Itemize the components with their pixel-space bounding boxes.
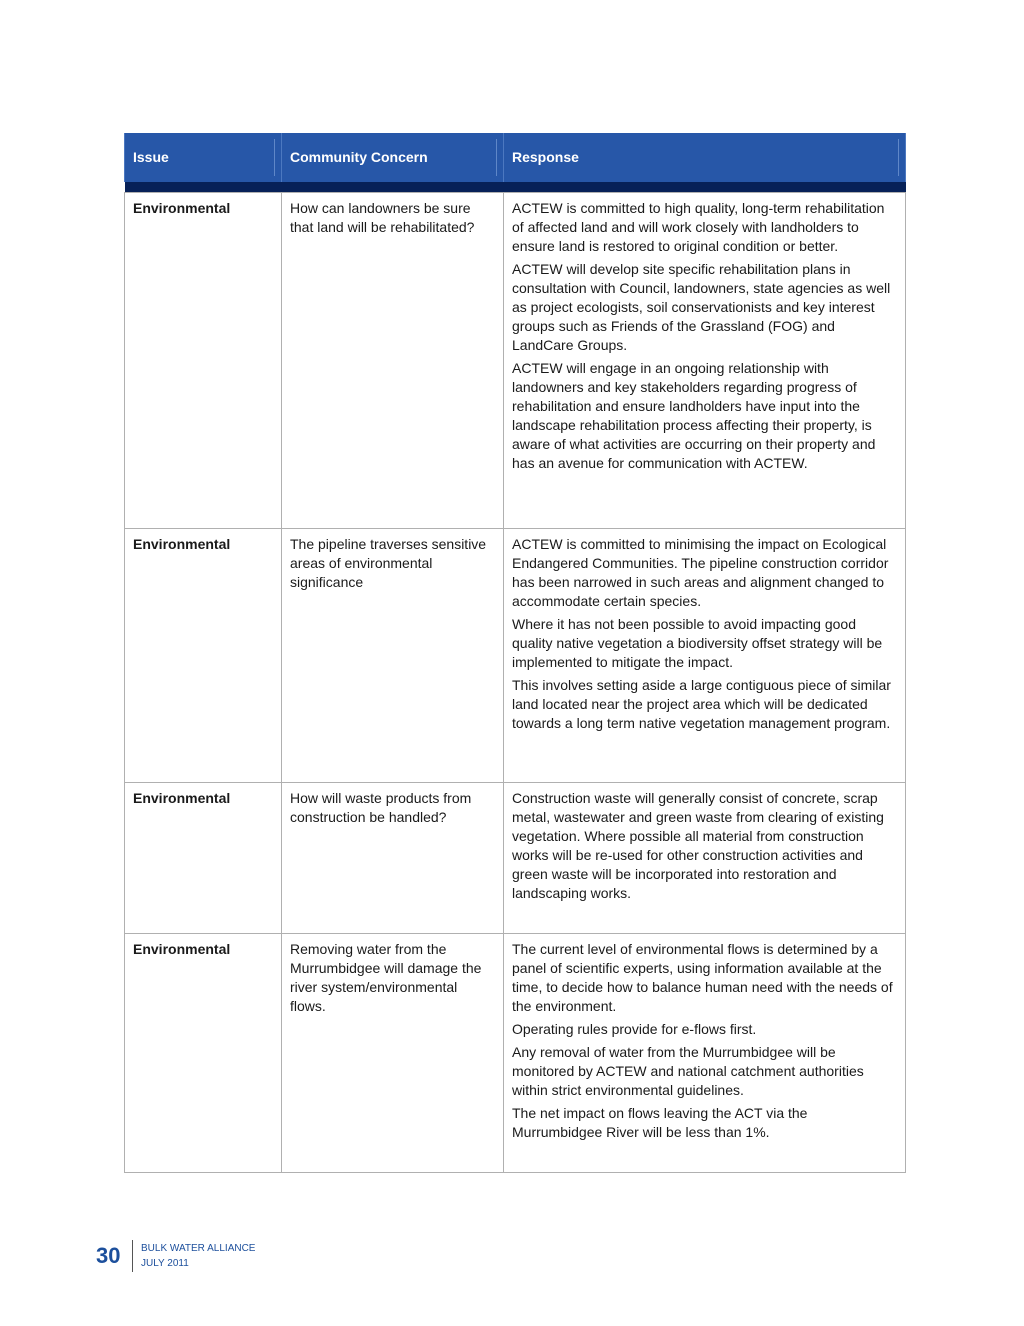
response-paragraph: The current level of environmental flows is determined by a panel of scientific experts, using information available at the time, to decide how to balance human need with the needs of the environment. [512, 941, 893, 1014]
footer-text [141, 1243, 255, 1269]
column-header-issue-label: Issue [133, 139, 275, 176]
column-header-response [504, 133, 906, 182]
column-header-community-concern [282, 133, 504, 182]
response-cell [504, 934, 906, 1173]
table-row [125, 193, 906, 529]
table-row [125, 934, 906, 1173]
footer-organisation: BULK WATER ALLIANCE [141, 1243, 256, 1254]
response-paragraph: ACTEW is committed to minimising the impact on Ecological Endangered Communities. The pipeline construction corridor has been narrowed in such areas and alignment changed to accommodate certain species. [512, 536, 889, 609]
table-body [125, 193, 906, 1173]
issue-cell: Environmental [125, 934, 282, 1173]
response-cell [504, 529, 906, 783]
response-paragraph: Operating rules provide for e-flows first. [512, 1021, 757, 1037]
table-row [125, 783, 906, 934]
concerns-table [124, 133, 906, 1173]
header-row [125, 133, 906, 182]
response-paragraph: ACTEW will develop site specific rehabilitation plans in consultation with Council, landowners, state agencies as well as project ecologists, soil conservationists and key interest groups such as Friends of the Grassland (FOG) and LandCare Groups. [512, 261, 891, 353]
footer-divider [132, 1240, 133, 1272]
response-cell [504, 783, 906, 934]
response-paragraph: This involves setting aside a large contiguous piece of similar land located near the project area which will be dedicated towards a long term native vegetation management program. [512, 677, 891, 731]
footer-date: JULY 2011 [141, 1258, 189, 1269]
issue-cell: Environmental [125, 529, 282, 783]
concern-cell: How can landowners be sure that land will be rehabilitated? [282, 193, 504, 529]
issue-cell: Environmental [125, 783, 282, 934]
column-header-response-label: Response [512, 139, 899, 176]
response-cell [504, 193, 906, 529]
page-number: 30 [96, 1243, 121, 1268]
response-paragraph: Construction waste will generally consist of concrete, scrap metal, wastewater and green waste from clearing of existing vegetation. Where possible all material from construction works will be re-used for other construction activities and green waste will be incorporated into restoration and landscaping works. [512, 790, 884, 901]
header-band-bar [125, 182, 906, 193]
response-paragraph: ACTEW is committed to high quality, long-term rehabilitation of affected land and will work closely with landholders to ensure land is restored to original condition or better. [512, 200, 885, 254]
response-paragraph: The net impact on flows leaving the ACT via the Murrumbidgee River will be less than 1%. [512, 1105, 808, 1140]
page-footer [96, 1238, 255, 1274]
concern-cell: The pipeline traverses sensitive areas of environmental significance [282, 529, 504, 783]
column-header-community-concern-label: Community Concern [290, 139, 497, 176]
response-paragraph: Any removal of water from the Murrumbidgee will be monitored by ACTEW and national catchment authorities within strict environmental guidelines. [512, 1044, 864, 1098]
issue-cell: Environmental [125, 193, 282, 529]
table-row [125, 529, 906, 783]
concern-cell: Removing water from the Murrumbidgee will damage the river system/environmental flows. [282, 934, 504, 1173]
table-header [125, 133, 906, 193]
concerns-table-container [124, 133, 905, 1173]
header-band [125, 182, 906, 193]
response-paragraph: ACTEW will engage in an ongoing relationship with landowners and key stakeholders regarding progress of rehabilitation and ensure landholders have input into the landscape rehabilitation process affecting their property, is aware of what activities are occurring on their property and has an avenue for communication with ACTEW. [512, 360, 876, 471]
response-paragraph: Where it has not been possible to avoid impacting good quality native vegetation a biodiversity offset strategy will be implemented to mitigate the impact. [512, 616, 883, 670]
concern-cell: How will waste products from construction be handled? [282, 783, 504, 934]
column-header-issue [125, 133, 282, 182]
